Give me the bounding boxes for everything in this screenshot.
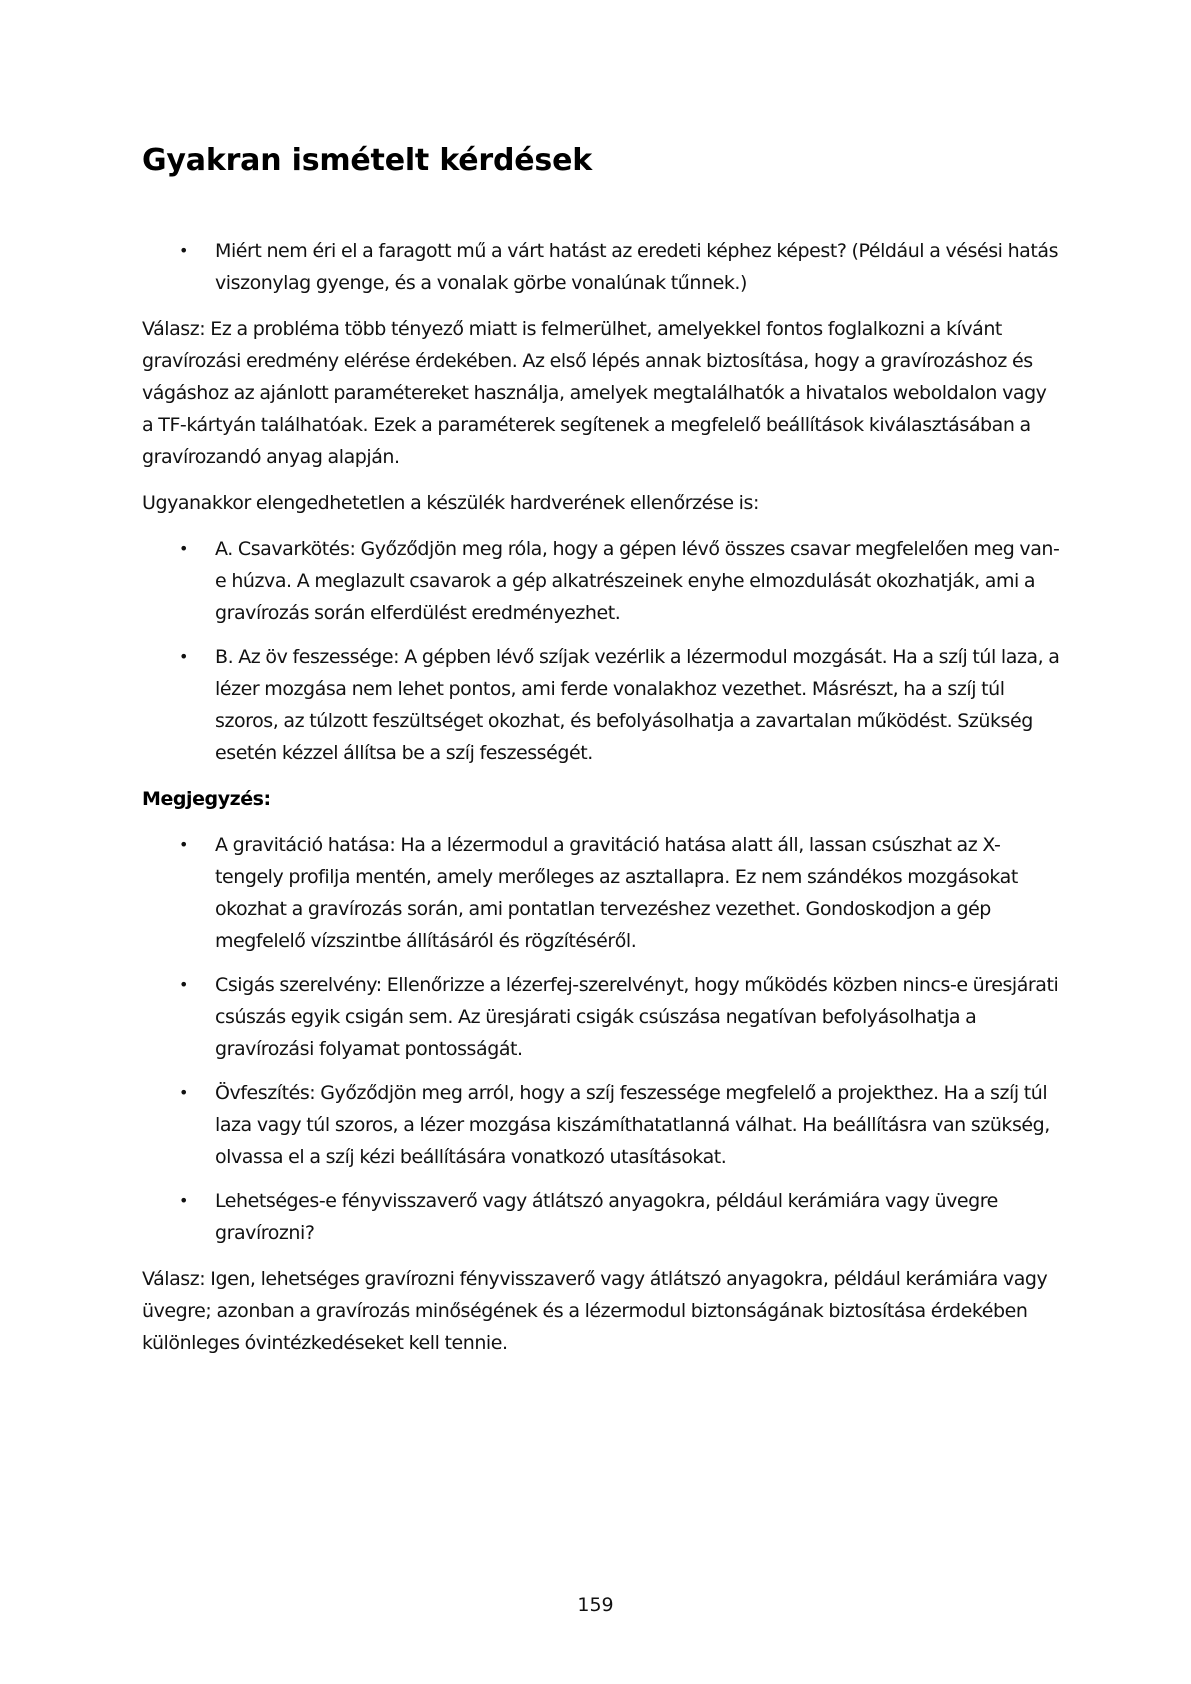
page-number: 159: [577, 1594, 614, 1616]
list-item: [142, 533, 1062, 629]
bullet-icon: •: [179, 1191, 188, 1210]
question-text: Miért nem éri el a faragott mű a várt hatást az eredeti képhez képest? (Például a vésési hatás viszonylag gyenge, és a vonalak görbe vonalúnak tűnnek.): [215, 240, 1059, 294]
bullet-icon: •: [179, 1083, 188, 1102]
faq-answer-1: Válasz: Ez a probléma több tényező miatt is felmerülhet, amelyekkel fontos foglalkozni a kívánt gravírozási eredmény elérése érdekében. Az első lépés annak biztosítása, hogy a gravírozáshoz és vágáshoz az ajánlott paramétereket használja, amelyek megtalálhatók a hivatalos weboldalon vagy a TF-kártyán találhatóak. Ezek a paraméterek segítenek a megfelelő beállítások kiválasztásában a gravírozandó anyag alapján.: [142, 318, 1047, 468]
hardware-check-belt: B. Az öv feszessége: A gépben lévő szíjak vezérlik a lézermodul mozgását. Ha a szíj túl laza, a lézer mozgása nem lehet pontos, ami ferde vonalakhoz vezethet. Másrészt, ha a szíj túl szoros, az túlzott feszültséget okozhat, és befolyásolhatja a zavartalan működést. Szükség esetén kézzel állítsa be a szíj feszességét.: [215, 646, 1060, 764]
bullet-icon: •: [179, 647, 188, 666]
note-heading: Megjegyzés:: [142, 788, 271, 810]
bullet-icon: •: [179, 835, 188, 854]
list-item: [142, 641, 1062, 769]
page-title: Gyakran ismételt kérdések: [142, 143, 592, 178]
faq-answer-2: Válasz: Igen, lehetséges gravírozni fényvisszaverő vagy átlátszó anyagokra, például kerámiára vagy üvegre; azonban a gravírozás minőségének és a lézermodul biztonságának biztosítása érdekében különleges óvintézkedéseket kell tennie.: [142, 1268, 1048, 1354]
faq-question-1: [142, 235, 1062, 299]
list-item: [142, 829, 1062, 957]
question-list-1: [142, 235, 1062, 299]
question-text: Lehetséges-e fényvisszaverő vagy átlátszó anyagokra, például kerámiára vagy üvegre gravírozni?: [215, 1190, 998, 1244]
note-gravity: A gravitáció hatása: Ha a lézermodul a gravitáció hatása alatt áll, lassan csúszhat az X-tengely profilja mentén, amely merőleges az asztallapra. Ez nem szándékos mozgásokat okozhat a gravírozás során, ami pontatlan tervezéshez vezethet. Gondoskodjon a gép megfelelő vízszintbe állításáról és rögzítéséről.: [215, 834, 1018, 952]
faq-question-2: [142, 1185, 1062, 1249]
bullet-icon: •: [179, 975, 188, 994]
list-item: [142, 969, 1062, 1065]
hardware-check-list: [142, 533, 1062, 769]
note-list: [142, 829, 1062, 1249]
bullet-icon: •: [179, 539, 188, 558]
bullet-icon: •: [179, 241, 188, 260]
faq-content: [142, 235, 1062, 1373]
list-item: [142, 1077, 1062, 1173]
hardware-check-screws: A. Csavarkötés: Győződjön meg róla, hogy a gépen lévő összes csavar megfelelően meg van-e húzva. A meglazult csavarok a gép alkatrészeinek enyhe elmozdulását okozhatják, ami a gravírozás során elferdülést eredményezhet.: [215, 538, 1060, 624]
note-pulley-assembly: Csigás szerelvény: Ellenőrizze a lézerfej-szerelvényt, hogy működés közben nincs-e üresjárati csúszás egyik csigán sem. Az üresjárati csigák csúszása negatívan befolyásolhatja a gravírozási folyamat pontosságát.: [215, 974, 1059, 1060]
hardware-check-intro: Ugyanakkor elengedhetetlen a készülék hardverének ellenőrzése is:: [142, 492, 759, 514]
note-belt-tension: Övfeszítés: Győződjön meg arról, hogy a szíj feszessége megfelelő a projekthez. Ha a szíj túl laza vagy túl szoros, a lézer mozgása kiszámíthatatlanná válhat. Ha beállításra van szükség, olvassa el a szíj kézi beállítására vonatkozó utasításokat.: [215, 1082, 1050, 1168]
